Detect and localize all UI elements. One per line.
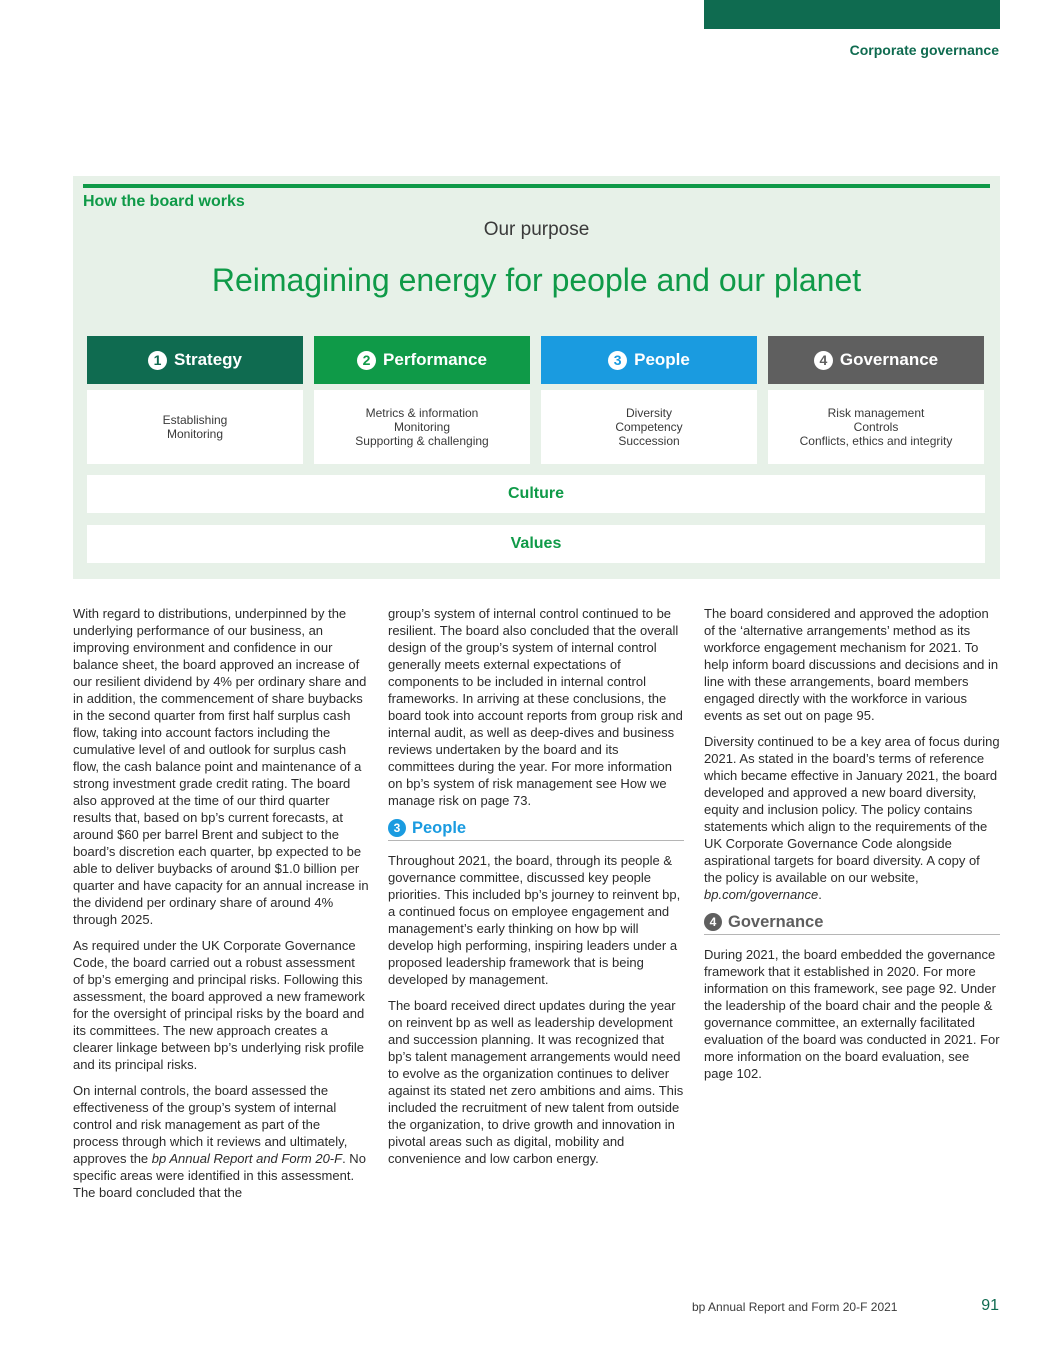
paragraph-text: On internal controls, the board assessed the effectiveness of the group’s system of internal control and risk management as part of the process through which it reviews and ultimately, approves the (73, 1083, 348, 1166)
pillar-item: Succession (618, 434, 680, 448)
paragraph-text: . No specific areas were identified in this assessment. The board concluded that the (73, 1151, 366, 1200)
pillars (87, 336, 985, 464)
pillar-title: Strategy (173, 350, 243, 369)
paragraph: The board received direct updates during the year on reinvent bp as well as leadership development and succession planning. It was recognized that bp’s talent management arrangements would need to evolve as the organization continues to deliver against its stated net zero ambitions and aims. This included the recruitment of new talent from outside the organization, to drive growth and innovation in pivotal areas such as digital, mobility and convenience and low carbon energy. (388, 998, 684, 1166)
pillar-item: Competency (615, 420, 683, 434)
number-badge-icon: 2 (357, 351, 376, 370)
subheading-text: Governance (728, 912, 824, 931)
governance-subheading (704, 913, 1000, 935)
governance-link[interactable]: bp.com/governance (704, 887, 819, 902)
number-badge-icon: 3 (388, 819, 406, 837)
pillar-item: Risk management (827, 406, 925, 420)
pillar-items (768, 390, 984, 464)
report-title-italic: bp Annual Report and Form 20-F (151, 1151, 343, 1166)
people-subheading (388, 819, 684, 841)
pillar-item: Conflicts, ethics and integrity (799, 434, 953, 448)
pillar-item: Monitoring (393, 420, 451, 434)
purpose-statement: Reimagining energy for people and our planet (211, 262, 862, 298)
pillar-strategy (87, 336, 303, 464)
pillar-header (314, 336, 530, 384)
pillar-items (87, 390, 303, 464)
pillar-items (314, 390, 530, 464)
pillar-performance (314, 336, 530, 464)
footer-publication: bp Annual Report and Form 20-F 2021 (692, 1300, 898, 1314)
panel-top-rule (83, 184, 990, 188)
subheading-text: People (412, 818, 467, 837)
paragraph-text: . (818, 887, 822, 902)
pillar-items (541, 390, 757, 464)
pillar-governance (768, 336, 984, 464)
pillar-item: Diversity (625, 406, 672, 420)
paragraph: With regard to distributions, underpinned by the underlying performance of our business, an improving environment and confidence in our balance sheet, the board approved an increase of our resilient dividend by 4% per ordinary share and in addition, the commencement of share buybacks in the second quarter from first half surplus cash flow, taking into account factors including the cumulative level of and outlook for surplus cash flow, the cash balance point and maintenance of a strong investment grade credit rating. The board also approved at the time of our third quarter results that, based on bp’s current forecasts, at around $60 per barrel Brent and subject to the board’s discretion each quarter, bp expected to be able to deliver buybacks of around $1.0 billion per quarter and have capacity for an annual increase in the dividend per ordinary share of around 4% through 2025. (73, 606, 369, 927)
number-badge-icon: 3 (608, 351, 627, 370)
paragraph (704, 733, 1000, 903)
pillar-item: Metrics & information (365, 406, 479, 420)
number-badge-icon: 1 (148, 351, 167, 370)
pillar-title: People (634, 350, 690, 369)
pillar-header (541, 336, 757, 384)
text-column-1 (73, 605, 369, 1210)
pillar-header (87, 336, 303, 384)
pillar-title: Governance (839, 350, 939, 369)
paragraph (73, 1082, 369, 1201)
pillar-title: Performance (383, 350, 487, 369)
how-the-board-works-panel (73, 176, 1000, 579)
pillar-header (768, 336, 984, 384)
number-badge-icon: 4 (704, 913, 722, 931)
pillar-people (541, 336, 757, 464)
paragraph-text: Diversity continued to be a key area of focus during 2021. As stated in the board’s terms of reference which became effective in January 2021, the board developed and approved a new board diversity, equity and inclusion policy. The policy contains statements which align to the requirements of the UK Corporate Governance Code alongside aspirational targets for board diversity. A copy of the policy is available on our website, (704, 734, 1000, 885)
header-accent-bar (704, 0, 1000, 29)
paragraph: During 2021, the board embedded the governance framework that it established in 2020. For more information on this framework, see page 92. Under the leadership of the board chair and the people & governance committee, an externally facilitated evaluation of the board was conducted in 2021. For more information on the board evaluation, see page 102. (704, 947, 1000, 1081)
text-column-3 (704, 605, 1000, 1091)
page-number: 91 (981, 1297, 999, 1314)
paragraph: The board considered and approved the adoption of the ‘alternative arrangements’ method as its workforce engagement mechanism for 2021. To help inform board discussions and decisions and in line with these arrangements, board members engaged directly with the workforce in various events as set out on page 95. (704, 606, 999, 723)
panel-heading: How the board works (83, 193, 245, 210)
paragraph: Throughout 2021, the board, through its people & governance committee, discussed key people priorities. This included bp’s journey to reinvent bp, a continued focus on employee engagement and management’s early thinking on how bp will develop high performing, inspiring leaders under a proposed leadership framework that is being developed by management. (388, 853, 681, 987)
paragraph: group’s system of internal control continued to be resilient. The board also concluded that the overall design of the group’s system of internal control generally meets external expectations of components to be included in internal control frameworks. In arriving at these conclusions, the board took into account reports from group risk and internal audit, as well as deep-dives and business reviews undertaken by the board and its committees during the year. For more information on bp’s system of risk management see How we manage risk on page 73. (388, 606, 683, 808)
text-column-2 (388, 605, 684, 1176)
culture-band: Culture (87, 475, 985, 513)
pillar-item: Monitoring (166, 427, 224, 441)
purpose-label: Our purpose (483, 219, 590, 240)
paragraph: As required under the UK Corporate Governance Code, the board carried out a robust assessment of bp’s emerging and principal risks. Following this assessment, the board approved a new framework for the oversight of principal risks by the board and its committees. The new approach creates a clearer linkage between bp’s underlying risk profile and its principal risks. (73, 938, 365, 1072)
values-band: Values (87, 525, 985, 563)
section-label: Corporate governance (849, 42, 999, 58)
number-badge-icon: 4 (814, 351, 833, 370)
pillar-item: Supporting & challenging (355, 434, 489, 448)
pillar-item: Controls (853, 420, 899, 434)
pillar-item: Establishing (162, 413, 228, 427)
